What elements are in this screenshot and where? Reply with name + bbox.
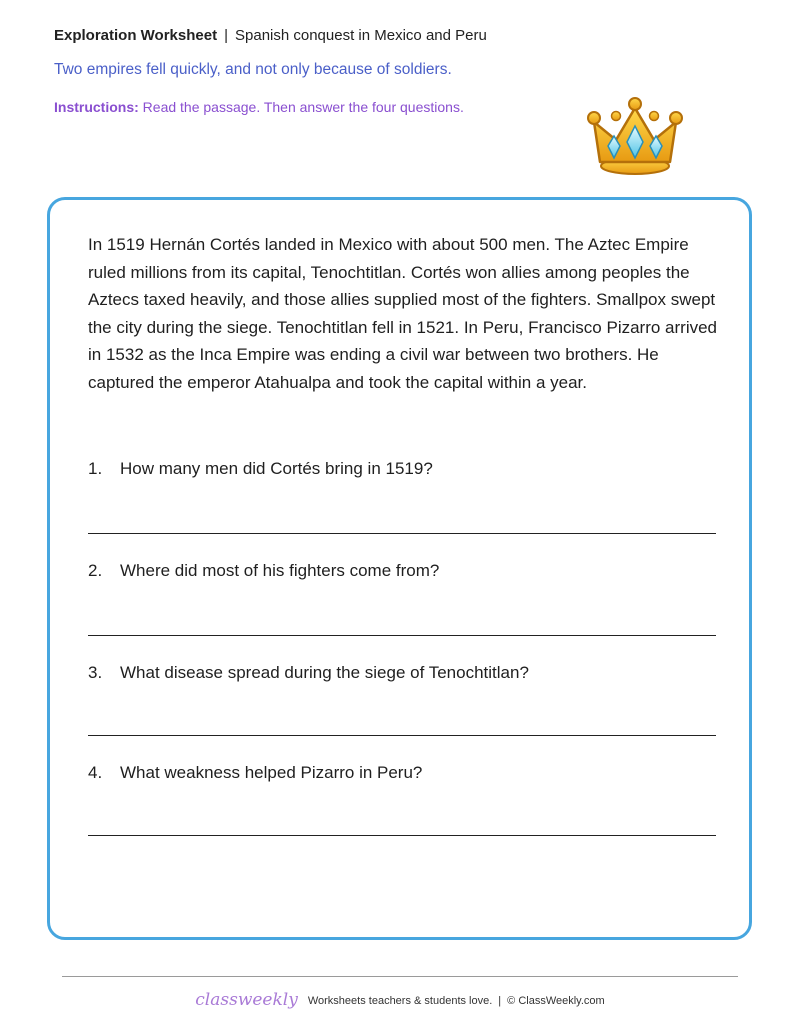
- instructions: [54, 99, 464, 115]
- header-separator: |: [224, 27, 228, 44]
- reading-passage: In 1519 Hernán Cortés landed in Mexico with about 500 men. The Aztec Empire ruled millions from its capital, Tenochtitlan. Cortés won allies among peoples the Aztecs taxed heavily, and those allies supplied most of the fighters. Smallpox swept the city during the siege. Tenochtitlan fell in 1521. In Peru, Francisco Pizarro arrived in 1532 as the Inca Empire was ending a civil war between two brothers. He captured the emperor Atahualpa and took the capital within a year.: [88, 235, 718, 392]
- question-1: [88, 459, 433, 479]
- question-number: 4.: [88, 763, 103, 782]
- question-text: What weakness helped Pizarro in Peru?: [120, 763, 423, 782]
- footer-copyright: © ClassWeekly.com: [507, 995, 605, 1007]
- worksheet-card: [47, 197, 752, 940]
- question-number: 3.: [88, 663, 103, 682]
- question-text: Where did most of his fighters come from?: [120, 561, 440, 580]
- question-3: [88, 663, 529, 683]
- footer-divider: [62, 976, 738, 977]
- answer-line-2[interactable]: [88, 635, 716, 636]
- question-4: [88, 763, 422, 783]
- worksheet-subtitle: Two empires fell quickly, and not only because of soldiers.: [54, 61, 452, 78]
- question-text: What disease spread during the siege of Tenochtitlan?: [120, 663, 529, 682]
- answer-line-3[interactable]: [88, 735, 716, 736]
- question-number: 1.: [88, 459, 103, 478]
- instructions-label: Instructions:: [54, 99, 139, 115]
- footer-tagline: Worksheets teachers & students love.: [307, 995, 493, 1007]
- worksheet-header: [54, 27, 487, 44]
- instructions-text: Read the passage. Then answer the four questions.: [142, 99, 464, 115]
- answer-line-1[interactable]: [88, 533, 716, 534]
- answer-line-4[interactable]: [88, 835, 716, 836]
- crown-icon: [586, 96, 684, 178]
- question-number: 2.: [88, 561, 103, 580]
- brand-logo: classweekly: [195, 990, 298, 1010]
- footer: [0, 990, 800, 1010]
- question-2: [88, 561, 439, 581]
- worksheet-topic: Spanish conquest in Mexico and Peru: [235, 27, 487, 44]
- worksheet-type: Exploration Worksheet: [54, 27, 218, 44]
- question-text: How many men did Cortés bring in 1519?: [120, 459, 433, 478]
- footer-separator: |: [498, 995, 502, 1007]
